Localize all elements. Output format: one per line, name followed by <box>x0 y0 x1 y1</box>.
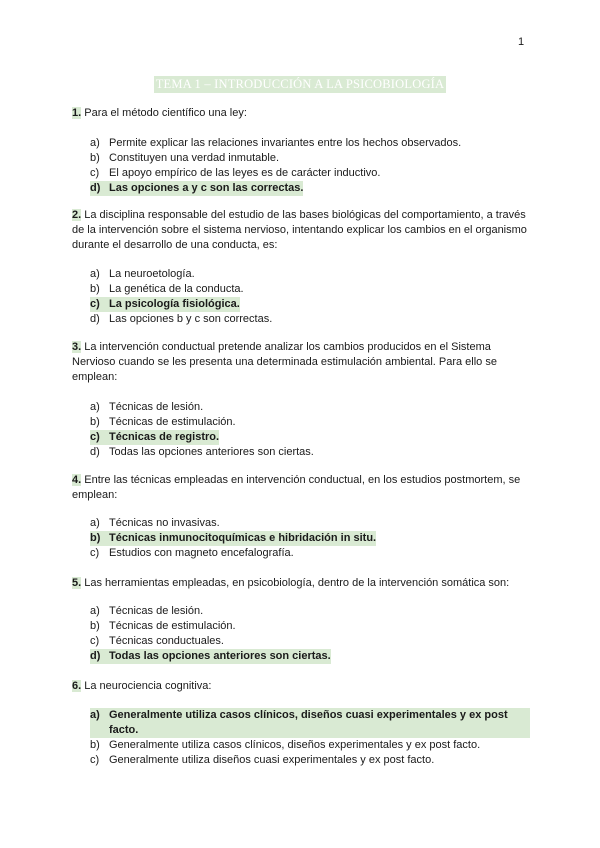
options-6 <box>90 708 530 768</box>
options-2 <box>90 267 530 327</box>
option-a: a) Técnicas de lesión. <box>90 605 204 617</box>
option-b-correct: b) Técnicas inmunocitoquímicas e hibridación in situ. <box>90 532 377 544</box>
page-title: TEMA 1 – INTRODUCCIÓN A LA PSICOBIOLOGÍA <box>155 77 445 91</box>
question-1 <box>72 106 532 121</box>
question-text: Entre las técnicas empleadas en intervención conductual, en los estudios postmortem, se emplean: <box>72 474 521 501</box>
question-text: La disciplina responsable del estudio de las bases biológicas del comportamiento, a través de la intervención sobre el sistema nervioso, intentando explicar los cambios en el organismo durante el desarrollo de una conducta, es: <box>72 209 527 251</box>
option-b: b) Técnicas de estimulación. <box>90 620 236 632</box>
option-c: c) El apoyo empírico de las leyes es de carácter inductivo. <box>90 167 381 179</box>
question-text: La neurociencia cognitiva: <box>84 680 212 692</box>
option-b: b) Constituyen una verdad inmutable. <box>90 152 279 164</box>
question-number: 6. <box>72 680 82 692</box>
options-3 <box>90 400 530 460</box>
question-text: La intervención conductual pretende analizar los cambios producidos en el Sistema Nervioso cuando se les presenta una determinada estimulación ambiental. Para ello se emplean: <box>72 341 497 383</box>
option-d-correct: d) Todas las opciones anteriores son ciertas. <box>90 650 331 662</box>
option-a-correct: a) Generalmente utiliza casos clínicos, diseños cuasi experimentales y ex post facto. <box>90 708 530 738</box>
option-c: c) Estudios con magneto encefalografía. <box>90 547 294 559</box>
question-3 <box>72 340 532 385</box>
question-4 <box>72 473 532 503</box>
option-b: b) Generalmente utiliza casos clínicos, diseños experimentales y ex post facto. <box>90 739 481 751</box>
options-5 <box>90 604 530 664</box>
option-d: d) Las opciones b y c son correctas. <box>90 313 273 325</box>
option-c: c) Generalmente utiliza diseños cuasi experimentales y ex post facto. <box>90 754 435 766</box>
option-d-correct: d) Las opciones a y c son las correctas. <box>90 182 304 194</box>
option-c-correct: c) Técnicas de registro. <box>90 431 220 443</box>
options-1 <box>90 136 530 196</box>
question-text: Para el método científico una ley: <box>84 107 247 119</box>
question-5 <box>72 576 532 591</box>
title-block <box>0 75 600 93</box>
option-b: b) La genética de la conducta. <box>90 283 244 295</box>
question-number: 3. <box>72 341 82 353</box>
option-a: a) La neuroetología. <box>90 268 195 280</box>
question-number: 1. <box>72 107 82 119</box>
question-number: 4. <box>72 474 82 486</box>
question-6 <box>72 679 532 694</box>
option-c-correct: c) La psicología fisiológica. <box>90 298 240 310</box>
option-a: a) Permite explicar las relaciones invariantes entre los hechos observados. <box>90 137 462 149</box>
options-4 <box>90 516 530 561</box>
option-a: a) Técnicas de lesión. <box>90 401 204 413</box>
option-d: d) Todas las opciones anteriores son ciertas. <box>90 446 314 458</box>
option-b: b) Técnicas de estimulación. <box>90 416 236 428</box>
question-number: 5. <box>72 577 82 589</box>
question-2 <box>72 208 532 253</box>
page-number: 1 <box>518 36 525 48</box>
option-c: c) Técnicas conductuales. <box>90 635 224 647</box>
question-number: 2. <box>72 209 82 221</box>
question-text: Las herramientas empleadas, en psicobiología, dentro de la intervención somática son: <box>84 577 510 589</box>
option-a: a) Técnicas no invasivas. <box>90 517 220 529</box>
